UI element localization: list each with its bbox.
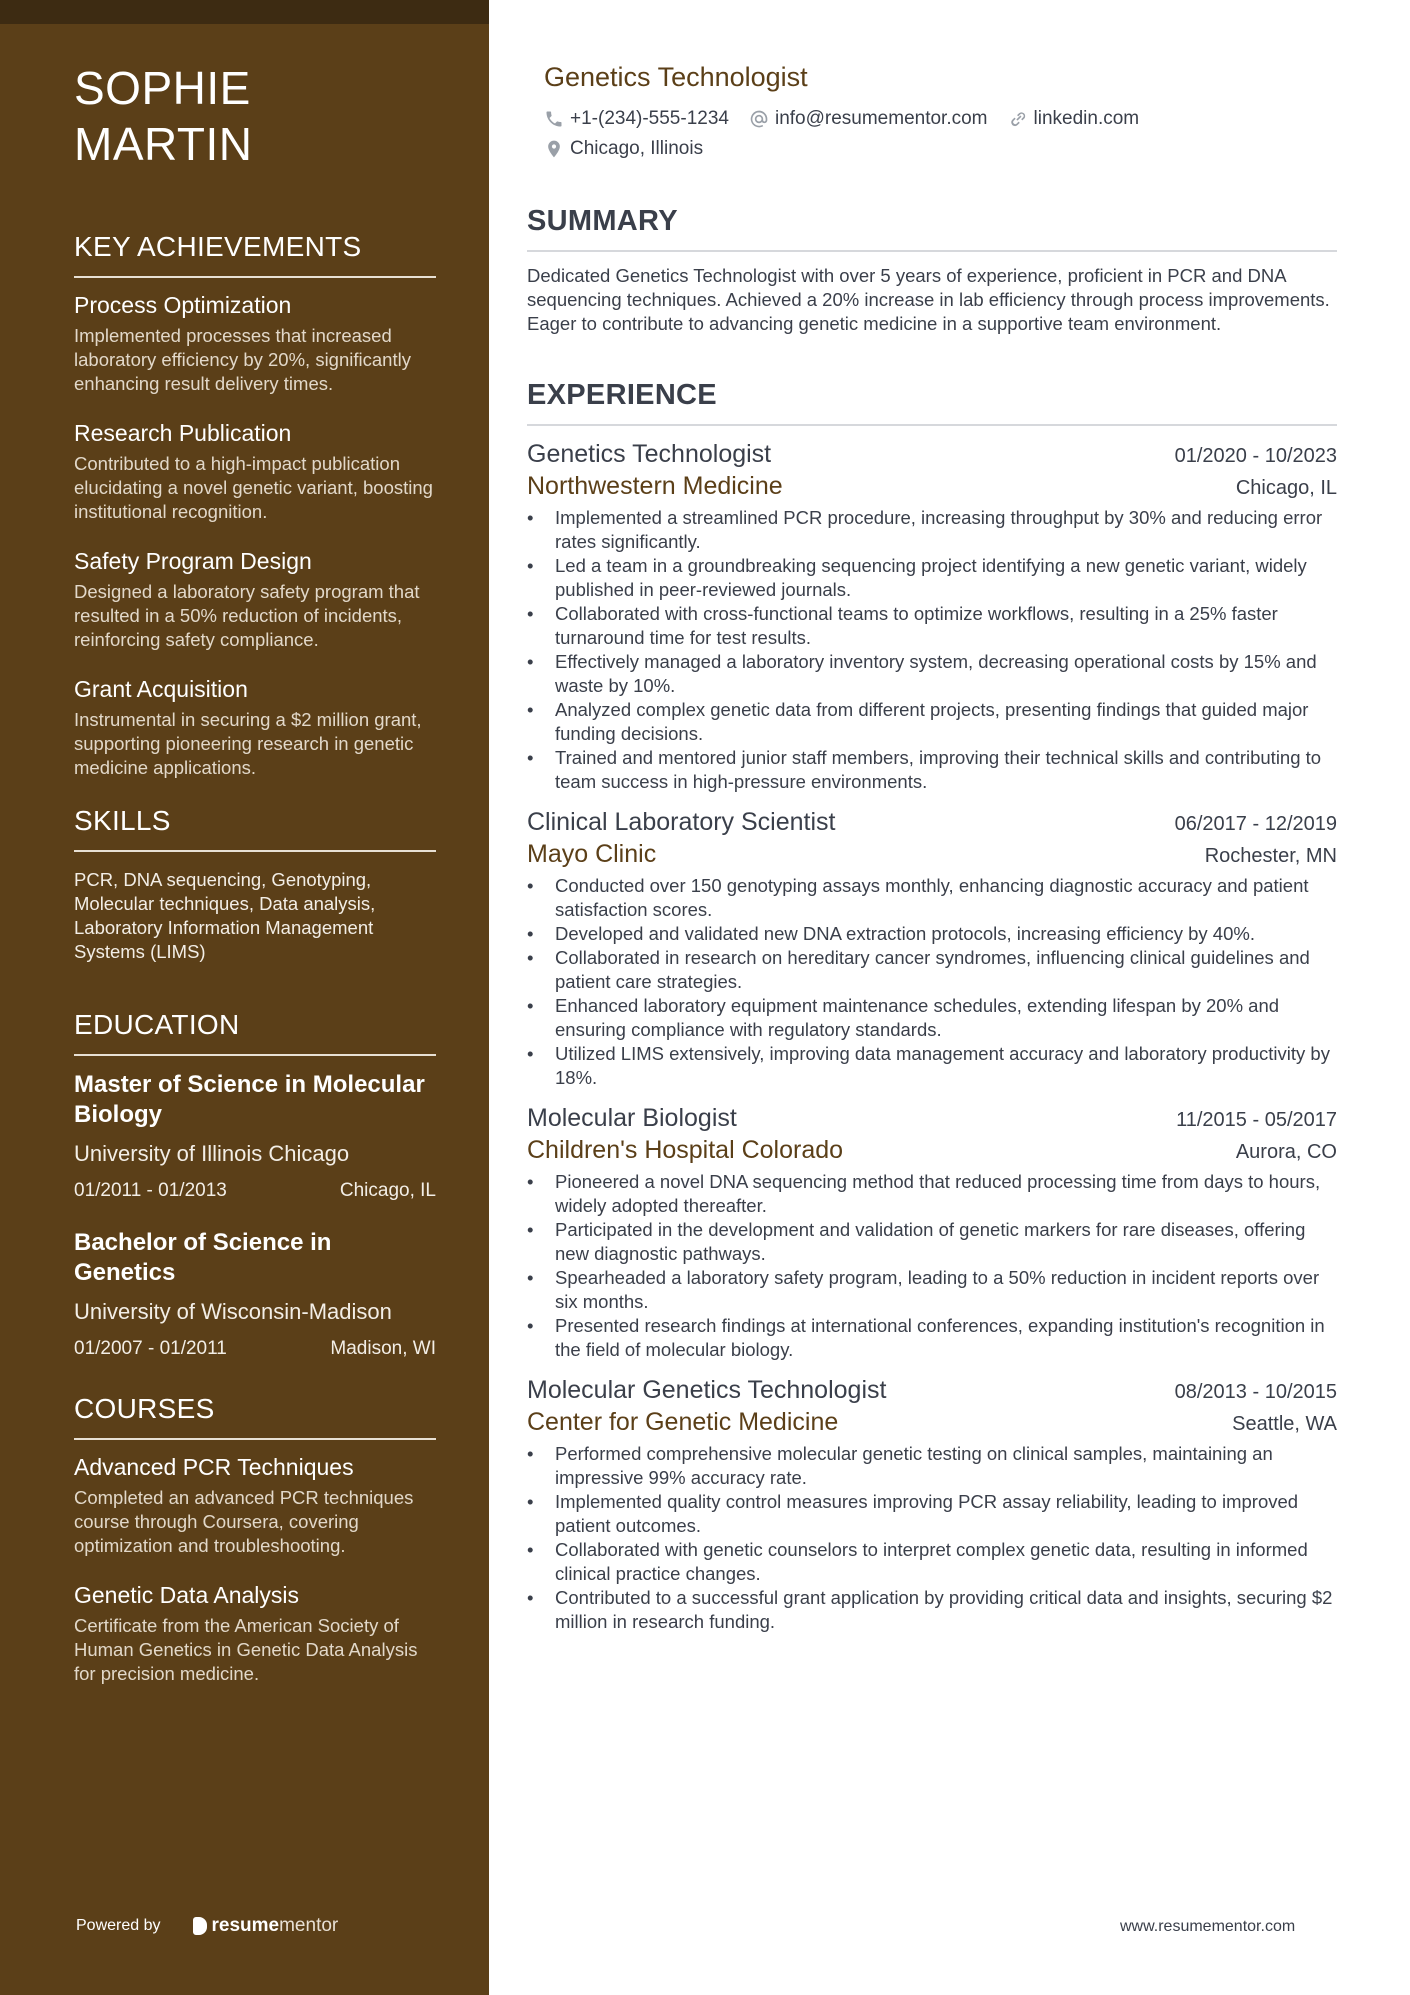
logo-text-bold: resume bbox=[211, 1915, 280, 1936]
main-content bbox=[527, 60, 1337, 1646]
bullet-item: • Presented research findings at international conferences, expanding institution's recognition in the field of molecular biology. bbox=[527, 1314, 1337, 1362]
sidebar-top-bar bbox=[0, 0, 489, 24]
education-section bbox=[74, 1008, 436, 1362]
experience-company: Northwestern Medicine bbox=[527, 472, 783, 500]
courses-heading: COURSES bbox=[74, 1392, 436, 1440]
bullet-item: • Implemented quality control measures improving PCR assay reliability, leading to improved patient outcomes. bbox=[527, 1490, 1337, 1538]
bullet-item: • Enhanced laboratory equipment maintenance schedules, extending lifespan by 20% and ensuring compliance with regulatory standards. bbox=[527, 994, 1337, 1042]
experience-location: Chicago, IL bbox=[1235, 477, 1337, 499]
experience-item bbox=[527, 1374, 1337, 1634]
skills-section bbox=[74, 804, 436, 964]
sidebar bbox=[0, 0, 489, 1995]
achievements-section bbox=[74, 230, 436, 780]
experience-subheader bbox=[527, 470, 1337, 502]
education-meta bbox=[74, 1336, 436, 1362]
courses-section bbox=[74, 1392, 436, 1686]
experience-section bbox=[527, 378, 1337, 1634]
powered-by bbox=[76, 1915, 338, 1937]
course-item bbox=[74, 1580, 436, 1686]
achievement-item bbox=[74, 418, 436, 524]
experience-bullets bbox=[527, 874, 1337, 1090]
experience-subheader bbox=[527, 838, 1337, 870]
email-text: info@resumementor.com bbox=[774, 108, 988, 129]
education-location: Chicago, IL bbox=[339, 1180, 436, 1201]
course-desc: Certificate from the American Society of Human Genetics in Genetic Data Analysis for precision medicine. bbox=[74, 1615, 418, 1684]
achievement-desc: Designed a laboratory safety program that resulted in a 50% reduction of incidents, reinforcing safety compliance. bbox=[74, 581, 420, 650]
education-dates: 01/2011 - 01/2013 bbox=[74, 1180, 227, 1201]
achievement-item bbox=[74, 546, 436, 652]
experience-header bbox=[527, 438, 1337, 470]
contact-linkedin[interactable] bbox=[1008, 106, 1140, 132]
bullet-item: • Conducted over 150 genotyping assays monthly, enhancing diagnostic accuracy and patient satisfaction scores. bbox=[527, 874, 1337, 922]
education-item bbox=[74, 1228, 436, 1362]
bullet-item: • Analyzed complex genetic data from different projects, presenting findings that guided major funding decisions. bbox=[527, 698, 1337, 746]
achievements-heading: KEY ACHIEVEMENTS bbox=[74, 230, 436, 278]
contact-location bbox=[544, 136, 703, 162]
achievement-title: Safety Program Design bbox=[74, 548, 312, 574]
achievement-item bbox=[74, 674, 436, 780]
bullet-item: • Implemented a streamlined PCR procedure, increasing throughput by 30% and reducing error rates significantly. bbox=[527, 506, 1337, 554]
experience-bullets bbox=[527, 1170, 1337, 1362]
experience-header bbox=[527, 1102, 1337, 1134]
experience-header bbox=[527, 806, 1337, 838]
experience-bullets bbox=[527, 506, 1337, 794]
link-icon bbox=[1008, 109, 1028, 129]
skills-heading: SKILLS bbox=[74, 804, 436, 852]
education-degree: Bachelor of Science in Genetics bbox=[74, 1229, 332, 1286]
experience-subheader bbox=[527, 1406, 1337, 1438]
bullet-item: • Trained and mentored junior staff members, improving their technical skills and contributing to team success in high-pressure environments. bbox=[527, 746, 1337, 794]
logo-mark-icon bbox=[193, 1917, 207, 1935]
linkedin-text: linkedin.com bbox=[1033, 108, 1140, 129]
location-pin-icon bbox=[544, 139, 564, 159]
course-title: Genetic Data Analysis bbox=[74, 1582, 300, 1608]
experience-subheader bbox=[527, 1134, 1337, 1166]
course-desc: Completed an advanced PCR techniques course through Coursera, covering optimization and troubleshooting. bbox=[74, 1487, 414, 1556]
experience-dates: 06/2017 - 12/2019 bbox=[1174, 813, 1337, 835]
contact-info bbox=[544, 106, 1244, 162]
summary-section bbox=[527, 204, 1337, 336]
achievement-title: Grant Acquisition bbox=[74, 676, 248, 702]
phone-icon bbox=[544, 109, 564, 129]
resumementor-logo[interactable] bbox=[193, 1915, 339, 1937]
experience-location: Seattle, WA bbox=[1232, 1413, 1337, 1435]
experience-company: Center for Genetic Medicine bbox=[527, 1408, 839, 1436]
bullet-item: • Collaborated with genetic counselors to interpret complex genetic data, resulting in informed clinical practice changes. bbox=[527, 1538, 1337, 1586]
bullet-item: • Collaborated in research on hereditary cancer syndromes, influencing clinical guidelines and patient care strategies. bbox=[527, 946, 1337, 994]
bullet-item: • Developed and validated new DNA extraction protocols, increasing efficiency by 40%. bbox=[527, 922, 1337, 946]
experience-title: Clinical Laboratory Scientist bbox=[527, 808, 836, 836]
summary-heading: SUMMARY bbox=[527, 204, 1337, 252]
location-text: Chicago, Illinois bbox=[570, 138, 704, 159]
experience-dates: 08/2013 - 10/2015 bbox=[1174, 1381, 1337, 1403]
education-school: University of Wisconsin-Madison bbox=[74, 1299, 392, 1324]
logo-text-light: mentor bbox=[279, 1915, 339, 1936]
powered-by-label: Powered by bbox=[76, 1917, 161, 1934]
achievement-title: Research Publication bbox=[74, 420, 292, 446]
experience-dates: 01/2020 - 10/2023 bbox=[1174, 445, 1337, 467]
education-location: Madison, WI bbox=[330, 1338, 436, 1359]
bullet-item: • Collaborated with cross-functional teams to optimize workflows, resulting in a 25% faster turnaround time for test results. bbox=[527, 602, 1337, 650]
education-degree: Master of Science in Molecular Biology bbox=[74, 1071, 425, 1128]
education-meta bbox=[74, 1178, 436, 1204]
achievement-item bbox=[74, 290, 436, 396]
experience-title: Molecular Genetics Technologist bbox=[527, 1376, 887, 1404]
headline-title: Genetics Technologist bbox=[544, 62, 808, 92]
bullet-item: • Utilized LIMS extensively, improving data management accuracy and laboratory productivity by 18%. bbox=[527, 1042, 1337, 1090]
experience-title: Genetics Technologist bbox=[527, 440, 772, 468]
summary-text: Dedicated Genetics Technologist with over 5 years of experience, proficient in PCR and DNA sequencing techniques. Achieved a 20% increase in lab efficiency through process improvements. Eager to contribute to advancing genetic medicine in a supportive team environment. bbox=[527, 265, 1330, 334]
education-heading: EDUCATION bbox=[74, 1008, 436, 1056]
candidate-name: SOPHIE MARTIN bbox=[74, 62, 253, 170]
achievement-desc: Instrumental in securing a $2 million grant, supporting pioneering research in genetic medicine applications. bbox=[74, 709, 422, 778]
course-item bbox=[74, 1452, 436, 1558]
course-title: Advanced PCR Techniques bbox=[74, 1454, 354, 1480]
experience-location: Rochester, MN bbox=[1204, 845, 1337, 867]
experience-dates: 11/2015 - 05/2017 bbox=[1176, 1109, 1337, 1131]
sidebar-content bbox=[74, 60, 436, 1708]
at-icon bbox=[749, 109, 769, 129]
education-school: University of Illinois Chicago bbox=[74, 1141, 350, 1166]
bullet-item: • Contributed to a successful grant application by providing critical data and insights, securing $2 million in research funding. bbox=[527, 1586, 1337, 1634]
experience-item bbox=[527, 1102, 1337, 1362]
experience-item bbox=[527, 806, 1337, 1090]
achievement-desc: Implemented processes that increased laboratory efficiency by 20%, significantly enhancing result delivery times. bbox=[74, 325, 411, 394]
bullet-item: • Spearheaded a laboratory safety program, leading to a 50% reduction in incident reports over six months. bbox=[527, 1266, 1337, 1314]
contact-email[interactable] bbox=[749, 106, 988, 132]
bullet-item: • Led a team in a groundbreaking sequencing project identifying a new genetic variant, widely published in peer-reviewed journals. bbox=[527, 554, 1337, 602]
skills-list: PCR, DNA sequencing, Genotyping, Molecular techniques, Data analysis, Laboratory Information Management Systems (LIMS) bbox=[74, 869, 376, 962]
achievement-desc: Contributed to a high-impact publication elucidating a novel genetic variant, boosting institutional recognition. bbox=[74, 453, 433, 522]
experience-location: Aurora, CO bbox=[1235, 1141, 1337, 1163]
bullet-item: • Effectively managed a laboratory inventory system, decreasing operational costs by 15% and waste by 10%. bbox=[527, 650, 1337, 698]
education-item bbox=[74, 1070, 436, 1204]
experience-heading: EXPERIENCE bbox=[527, 378, 1337, 426]
experience-header bbox=[527, 1374, 1337, 1406]
education-dates: 01/2007 - 01/2011 bbox=[74, 1338, 227, 1359]
phone-text: +1-(234)-555-1234 bbox=[570, 108, 729, 129]
achievement-title: Process Optimization bbox=[74, 292, 292, 318]
footer-website-link[interactable]: www.resumementor.com bbox=[1120, 1918, 1296, 1935]
bullet-item: • Participated in the development and validation of genetic markers for rare diseases, offering new diagnostic pathways. bbox=[527, 1218, 1337, 1266]
experience-bullets bbox=[527, 1442, 1337, 1634]
experience-company: Children's Hospital Colorado bbox=[527, 1136, 844, 1164]
bullet-item: • Pioneered a novel DNA sequencing method that reduced processing time from days to hours, widely adopted thereafter. bbox=[527, 1170, 1337, 1218]
bullet-item: • Performed comprehensive molecular genetic testing on clinical samples, maintaining an impressive 99% accuracy rate. bbox=[527, 1442, 1337, 1490]
contact-phone[interactable] bbox=[544, 106, 729, 132]
experience-item bbox=[527, 438, 1337, 794]
experience-company: Mayo Clinic bbox=[527, 840, 657, 868]
experience-title: Molecular Biologist bbox=[527, 1104, 737, 1132]
